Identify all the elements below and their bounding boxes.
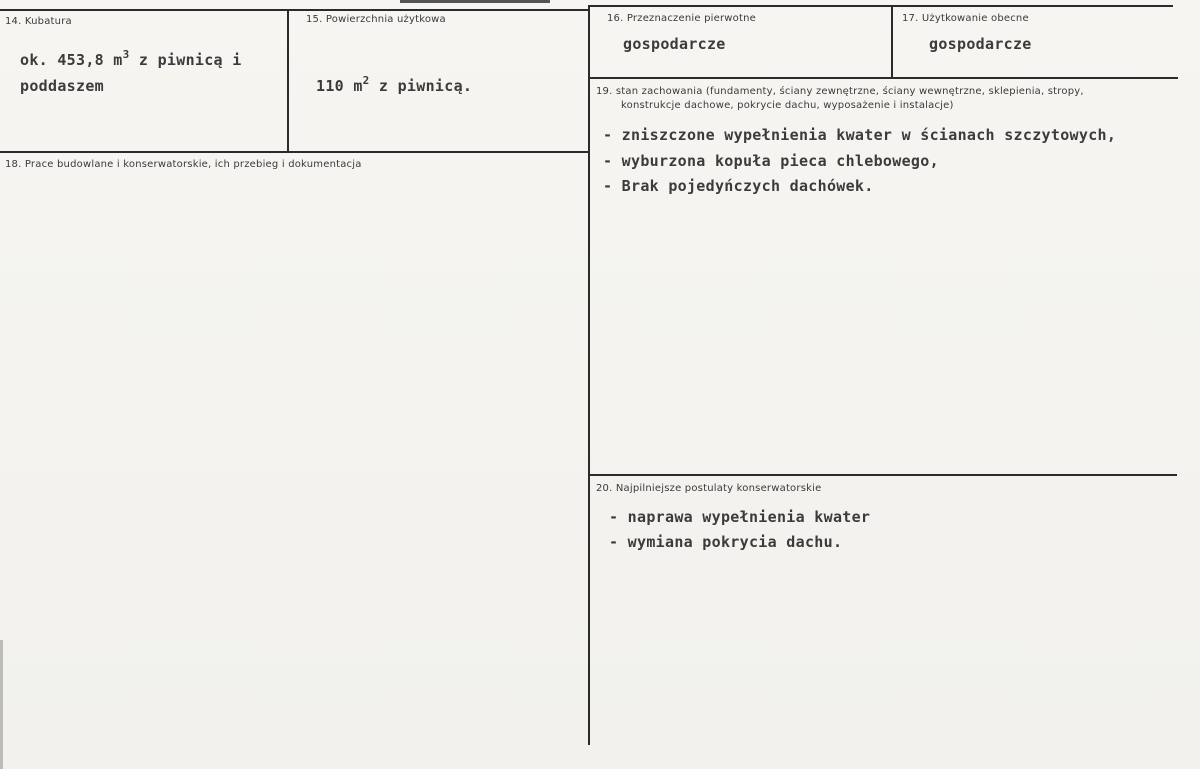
- field-19-label-line2: konstrukcje dachowe, pokrycie dachu, wyposażenie i instalacje): [621, 100, 954, 111]
- top-rule-stub: [400, 0, 550, 3]
- field-15-value: [316, 74, 473, 95]
- field-15-value-sup: 2: [362, 74, 370, 87]
- divider-19-20: [590, 474, 1177, 476]
- field-14-value-suffix: z piwnicą i: [129, 51, 242, 69]
- field-15-value-suffix: z piwnicą.: [369, 77, 473, 95]
- top-border-right: [590, 5, 1173, 7]
- field-18-label: 18. Prace budowlane i konserwatorskie, ich przebieg i dokumentacja: [5, 159, 362, 170]
- field-20-item: - wymiana pokrycia dachu.: [609, 533, 843, 551]
- field-14-value-sup: 3: [122, 48, 130, 61]
- field-17-value: gospodarcze: [929, 35, 1032, 53]
- field-14-value-line2: poddaszem: [20, 77, 104, 95]
- field-19-item: - Brak pojedyńczych dachówek.: [603, 177, 874, 195]
- divider-14-15: [287, 9, 289, 152]
- field-15-value-prefix: 110 m: [316, 77, 363, 95]
- field-15-label: 15. Powierzchnia użytkowa: [306, 14, 446, 25]
- main-vertical-divider: [588, 5, 590, 745]
- top-border-left: [0, 9, 588, 11]
- field-14-value-prefix: ok. 453,8 m: [20, 51, 123, 69]
- field-19-item: - zniszczone wypełnienia kwater w ścianach szczytowych,: [603, 126, 1117, 144]
- divider-row1-left: [0, 151, 588, 153]
- field-20-label: 20. Najpilniejsze postulaty konserwatorskie: [596, 483, 822, 494]
- field-16-label: 16. Przeznaczenie pierwotne: [607, 13, 757, 24]
- divider-16-17: [891, 5, 893, 78]
- field-20-item: - naprawa wypełnienia kwater: [609, 508, 871, 526]
- field-19-item: - wyburzona kopuła pieca chlebowego,: [603, 152, 939, 170]
- field-14-value-line1: [20, 48, 242, 69]
- field-19-label-line1: 19. stan zachowania (fundamenty, ściany zewnętrzne, ściany wewnętrzne, sklepienia, stropy,: [596, 86, 1084, 97]
- field-14-label: 14. Kubatura: [5, 16, 72, 27]
- card-edge-shadow: [0, 640, 3, 769]
- field-17-label: 17. Użytkowanie obecne: [902, 13, 1029, 24]
- divider-row1-right: [590, 77, 1178, 79]
- field-16-value: gospodarcze: [623, 35, 726, 53]
